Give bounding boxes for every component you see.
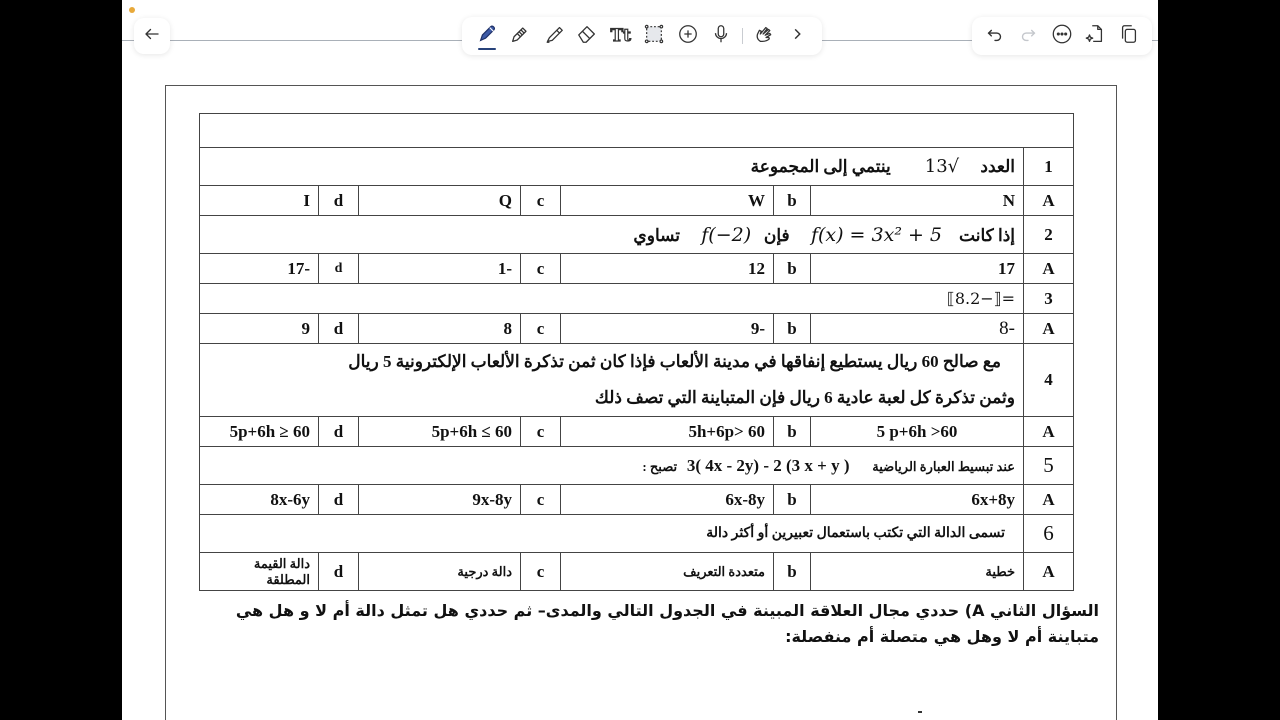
more-tools-button[interactable] xyxy=(781,21,815,51)
option-label: d xyxy=(319,485,359,515)
option-label: A xyxy=(1024,314,1074,344)
math-expression: =⟦−8.2⟧ xyxy=(946,288,1015,308)
export-button[interactable] xyxy=(1079,21,1113,51)
question-number: 1 xyxy=(1024,148,1074,186)
option-value: 6x+8y xyxy=(811,485,1024,515)
notes-app xyxy=(122,0,1158,720)
pencil-tool-button[interactable] xyxy=(504,21,538,51)
pen-icon xyxy=(476,23,498,50)
option-label: b xyxy=(774,186,811,216)
question-text: عند تبسيط العبارة الرياضية 3( 4x - 2y) - 2 (3 x + y ) تصبح : xyxy=(200,447,1024,485)
more-options-button[interactable] xyxy=(1045,21,1079,51)
microphone-icon xyxy=(710,23,732,50)
question-row xyxy=(200,515,1074,553)
option-label: A xyxy=(1024,553,1074,591)
question-row xyxy=(200,216,1074,254)
option-value: 17 xyxy=(811,254,1024,284)
question-text: تسمى الدالة التي تكتب باستعمال تعبيرين أو أكثر دالة xyxy=(200,515,1024,553)
option-value: 6x-8y xyxy=(561,485,774,515)
option-label: d xyxy=(319,186,359,216)
drawing-toolbar xyxy=(462,17,822,55)
option-value: 12 xyxy=(561,254,774,284)
option-value: 5p+6h ≥ 60 xyxy=(200,417,319,447)
option-value: 8 xyxy=(359,314,521,344)
arrow-left-icon xyxy=(143,25,161,48)
questions-table xyxy=(199,113,1074,591)
highlighter-icon xyxy=(543,23,565,50)
option-value: 5 p+6h >60 xyxy=(811,417,1024,447)
option-value: -1 xyxy=(359,254,521,284)
eraser-icon xyxy=(576,23,598,50)
options-row xyxy=(200,553,1074,591)
undo-button[interactable] xyxy=(978,21,1012,51)
option-label: c xyxy=(521,553,561,591)
text-tool-button[interactable] xyxy=(604,21,638,51)
pages-button[interactable] xyxy=(1112,21,1146,51)
option-value: خطية xyxy=(811,553,1024,591)
option-label: b xyxy=(774,417,811,447)
math-expression: f(−2) xyxy=(701,223,752,246)
option-value: 5h+6p> 60 xyxy=(561,417,774,447)
math-expression: f(x) = 3x² + 5 xyxy=(810,223,943,246)
question-text: إذا كانت f(x) = 3x² + 5 فإن f(−2) تساوي xyxy=(200,216,1024,254)
math-expression: √13 xyxy=(924,156,960,177)
option-value: 9 xyxy=(200,314,319,344)
option-label: c xyxy=(521,314,561,344)
option-value: متعددة التعريف xyxy=(561,553,774,591)
option-label: b xyxy=(774,485,811,515)
option-value: I xyxy=(200,186,319,216)
question-text xyxy=(200,284,1024,314)
option-label: c xyxy=(521,485,561,515)
option-label: A xyxy=(1024,485,1074,515)
option-value: -9 xyxy=(561,314,774,344)
hand-pointer-icon xyxy=(753,23,775,50)
option-label: d xyxy=(319,417,359,447)
question-row xyxy=(200,344,1074,417)
add-button[interactable] xyxy=(671,21,705,51)
pen-tool-button[interactable] xyxy=(470,21,504,51)
plus-circle-icon xyxy=(677,23,699,50)
status-dot xyxy=(129,7,135,13)
option-value: 5p+6h ≤ 60 xyxy=(359,417,521,447)
option-value: N xyxy=(811,186,1024,216)
redo-button[interactable] xyxy=(1012,21,1046,51)
copy-pages-icon xyxy=(1118,23,1140,50)
undo-icon xyxy=(984,23,1006,50)
document-sparkle-icon xyxy=(1084,23,1106,50)
ellipsis-circle-icon xyxy=(1051,23,1073,50)
highlighter-tool-button[interactable] xyxy=(537,21,571,51)
option-label: A xyxy=(1024,254,1074,284)
second-question-text: السؤال الثاني A) حددي مجال العلاقة المبينة في الجدول التالي والمدى– ثم حددي هل تمثل دالة أم لا و هل هي متباينة أم لا وهل هي متصلة أم منفصلة: xyxy=(235,601,1099,646)
pencil-icon xyxy=(509,23,531,50)
options-row xyxy=(200,314,1074,344)
selection-icon xyxy=(643,23,665,50)
touch-mode-button[interactable] xyxy=(747,21,781,51)
chevron-right-icon xyxy=(786,23,808,50)
option-label: d xyxy=(319,553,359,591)
question-number: 4 xyxy=(1024,344,1074,417)
option-value: W xyxy=(561,186,774,216)
document-actions-toolbar xyxy=(972,17,1152,55)
options-row xyxy=(200,417,1074,447)
option-label: b xyxy=(774,254,811,284)
toolbar-separator xyxy=(742,28,743,44)
option-label: c xyxy=(521,186,561,216)
option-value: -8 xyxy=(811,314,1024,344)
option-label: A xyxy=(1024,417,1074,447)
option-value: 9x-8y xyxy=(359,485,521,515)
option-label: d xyxy=(319,254,359,284)
question-text: مع صالح 60 ريال يستطيع إنفاقها في مدينة الألعاب فإذا كان ثمن تذكرة الألعاب الإلكترونية 5 ريال وثمن تذكرة كل لعبة عادية 6 ريال فإن المتباينة التي تصف ذلك xyxy=(200,344,1024,417)
selection-tool-button[interactable] xyxy=(638,21,672,51)
option-value: دالة درجية xyxy=(359,553,521,591)
question-number: 2 xyxy=(1024,216,1074,254)
text-tool-icon: Tt xyxy=(610,26,631,46)
option-value: دالة القيمة المطلقة xyxy=(200,553,319,591)
ink-mark xyxy=(918,711,922,713)
back-button[interactable] xyxy=(134,18,170,54)
option-label: b xyxy=(774,314,811,344)
question-number: 6 xyxy=(1024,515,1074,553)
question-number: 5 xyxy=(1024,447,1074,485)
option-label: c xyxy=(521,254,561,284)
document-page xyxy=(165,85,1117,720)
question-row xyxy=(200,447,1074,485)
option-label: A xyxy=(1024,186,1074,216)
option-value: -17 xyxy=(200,254,319,284)
question-number: 3 xyxy=(1024,284,1074,314)
eraser-tool-button[interactable] xyxy=(571,21,605,51)
question-row xyxy=(200,284,1074,314)
options-row xyxy=(200,186,1074,216)
option-label: c xyxy=(521,417,561,447)
option-value: 8x-6y xyxy=(200,485,319,515)
option-value: Q xyxy=(359,186,521,216)
option-label: d xyxy=(319,314,359,344)
option-label: b xyxy=(774,553,811,591)
question-row xyxy=(200,148,1074,186)
microphone-button[interactable] xyxy=(705,21,739,51)
question-text: العدد √13 ينتمي إلى المجموعة xyxy=(200,148,1024,186)
options-row xyxy=(200,254,1074,284)
math-expression: 3( 4x - 2y) - 2 (3 x + y ) xyxy=(686,455,850,475)
table-header-row xyxy=(200,114,1074,148)
redo-icon xyxy=(1017,23,1039,50)
options-row xyxy=(200,485,1074,515)
